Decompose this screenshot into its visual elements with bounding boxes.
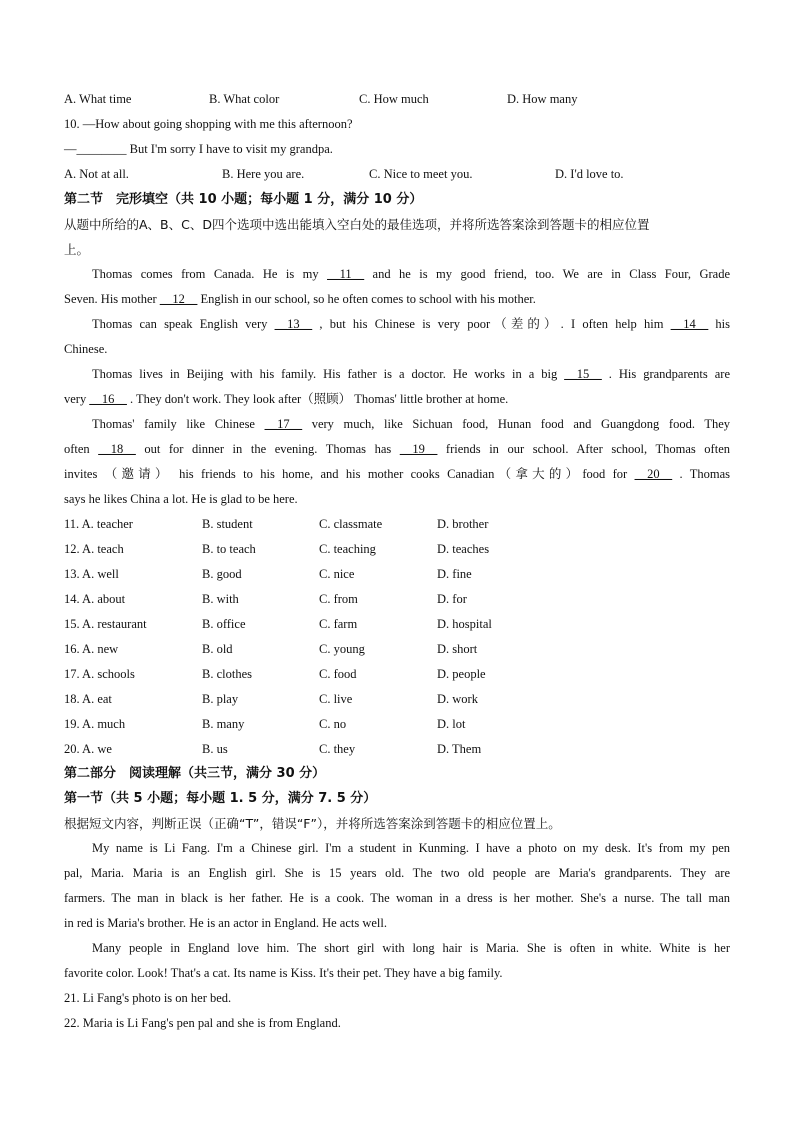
passage-text: , but his Chinese is very poor（差的）. I often help him bbox=[312, 317, 671, 331]
cloze-option-18-a: 18. A. eat bbox=[64, 692, 112, 706]
cloze-option-11-a: 11. A. teacher bbox=[64, 517, 133, 531]
q10-reply-dash: — bbox=[64, 142, 77, 156]
cloze-option-14-b: B. with bbox=[202, 592, 239, 606]
blank-15: __15__ bbox=[564, 367, 602, 381]
cloze-option-20-c: C. they bbox=[319, 742, 356, 756]
question-22: 22. Maria is Li Fang's pen pal and she is from England. bbox=[64, 1016, 341, 1030]
q9-option-b: B. What color bbox=[209, 92, 280, 106]
cloze-option-15-d: D. hospital bbox=[437, 617, 492, 631]
passage-line bbox=[64, 362, 730, 387]
cloze-option-18-b: B. play bbox=[202, 692, 239, 706]
passage-text: very much, like Sichuan food, Hunan food and Guangdong food. They bbox=[302, 417, 731, 431]
cloze-option-15-b: B. office bbox=[202, 617, 246, 631]
passage-line bbox=[64, 312, 730, 337]
cloze-option-17-b: B. clothes bbox=[202, 667, 252, 681]
q10-option-c: C. Nice to meet you. bbox=[369, 167, 473, 181]
cloze-option-20-b: B. us bbox=[202, 742, 228, 756]
cloze-option-15-a: 15. A. restaurant bbox=[64, 617, 147, 631]
blank-14: __14__ bbox=[670, 317, 709, 331]
passage-line bbox=[64, 287, 730, 312]
q9-option-c: C. How much bbox=[359, 92, 429, 106]
cloze-option-16-a: 16. A. new bbox=[64, 642, 119, 656]
part2-instruction: 根据短文内容，判断正误（正确“T”，错误“F”），并将所选答案涂到答题卡的相应位置上。 bbox=[64, 816, 561, 831]
cloze-option-16-d: D. short bbox=[437, 642, 478, 656]
q10-prompt: 10. —How about going shopping with me this afternoon? bbox=[64, 117, 353, 131]
cloze-option-12-c: C. teaching bbox=[319, 542, 376, 556]
q10-reply-text: But I'm sorry I have to visit my grandpa. bbox=[126, 142, 333, 156]
passage-text: Seven. His mother bbox=[64, 292, 160, 306]
blank-19: __19__ bbox=[399, 442, 438, 456]
cloze-option-20-d: D. Them bbox=[437, 742, 482, 756]
cloze-option-15-c: C. farm bbox=[319, 617, 358, 631]
cloze-option-16-c: C. young bbox=[319, 642, 365, 656]
passage-line bbox=[64, 462, 730, 487]
passage-line bbox=[64, 387, 730, 412]
passage-text: . His grandparents are bbox=[601, 367, 731, 381]
passage-text: . They don't work. They look after（照顾） Thomas' little brother at home. bbox=[126, 392, 509, 406]
passage-text: and he is my good friend, too. We are in Class Four, Grade bbox=[364, 267, 730, 281]
cloze-option-18-c: C. live bbox=[319, 692, 353, 706]
cloze-option-18-d: D. work bbox=[437, 692, 478, 706]
cloze-option-20-a: 20. A. we bbox=[64, 742, 112, 756]
cloze-option-14-a: 14. A. about bbox=[64, 592, 126, 606]
passage-text: Thomas' family like Chinese bbox=[92, 417, 265, 431]
question-21: 21. Li Fang's photo is on her bed. bbox=[64, 991, 232, 1005]
q9-option-d: D. How many bbox=[507, 92, 578, 106]
cloze-option-19-c: C. no bbox=[319, 717, 347, 731]
passage-text: Thomas can speak English very bbox=[92, 317, 275, 331]
cloze-option-12-b: B. to teach bbox=[202, 542, 256, 556]
passage-text: Thomas lives in Beijing with his family. His father is a doctor. He works in a big bbox=[92, 367, 565, 381]
passage-line bbox=[64, 412, 730, 437]
reading-line: pal, Maria. Maria is an English girl. She is 15 years old. The two old people are Maria's grandparents. They are bbox=[64, 866, 730, 880]
passage-line bbox=[64, 262, 730, 287]
cloze-option-13-b: B. good bbox=[202, 567, 242, 581]
section2-heading: 第二节 完形填空（共 10 小题；每小题 1 分，满分 10 分） bbox=[64, 192, 423, 207]
section2-instruction: 从题中所给的A、B、C、D四个选项中选出能填入空白处的最佳选项，并将所选答案涂到答题卡的相应位置 bbox=[64, 217, 650, 232]
cloze-option-14-c: C. from bbox=[319, 592, 358, 606]
passage-text: invites （邀请） his friends to his home, and his mother cooks Canadian（拿大的）food for bbox=[64, 467, 635, 481]
passage-text: his bbox=[708, 317, 731, 331]
reading-line: Many people in England love him. The short girl with long hair is Maria. She is often in white. White is her bbox=[92, 941, 730, 955]
q10-option-d: D. I'd love to. bbox=[555, 167, 624, 181]
q10-option-a: A. Not at all. bbox=[64, 167, 129, 181]
cloze-option-19-d: D. lot bbox=[437, 717, 466, 731]
q10-option-b: B. Here you are. bbox=[222, 167, 305, 181]
part2-subheading: 第一节（共 5 小题；每小题 1. 5 分，满分 7. 5 分） bbox=[64, 791, 377, 806]
reading-line: My name is Li Fang. I'm a Chinese girl. I'm a student in Kunming. I have a photo on my desk. It's from my pen bbox=[92, 841, 730, 855]
q9-option-a: A. What time bbox=[64, 92, 132, 106]
cloze-option-19-a: 19. A. much bbox=[64, 717, 126, 731]
blank-13: __13__ bbox=[274, 317, 313, 331]
passage-text: friends in our school. After school, Thomas often bbox=[437, 442, 730, 456]
blank-16: __16__ bbox=[89, 392, 127, 406]
blank-18: __18__ bbox=[98, 442, 136, 456]
cloze-option-11-d: D. brother bbox=[437, 517, 489, 531]
passage-text: English in our school, so he often comes to school with his mother. bbox=[197, 292, 536, 306]
section2-instruction-cont: 上。 bbox=[64, 242, 90, 257]
passage-line: says he likes China a lot. He is glad to be here. bbox=[64, 492, 298, 506]
blank-12: __12__ bbox=[159, 292, 198, 306]
cloze-option-17-a: 17. A. schools bbox=[64, 667, 135, 681]
passage-line bbox=[64, 437, 730, 462]
reading-line: farmers. The man in black is her father. He is a cook. The woman in a dress is her mother. She's a nurse. The tall man bbox=[64, 891, 730, 905]
q10-reply-blank: ________ bbox=[76, 142, 127, 156]
reading-line: favorite color. Look! That's a cat. Its name is Kiss. It's their pet. They have a big family. bbox=[64, 966, 503, 980]
cloze-option-12-d: D. teaches bbox=[437, 542, 490, 556]
blank-20: __20__ bbox=[634, 467, 673, 481]
passage-text: often bbox=[64, 442, 99, 456]
passage-text: out for dinner in the evening. Thomas has bbox=[135, 442, 400, 456]
cloze-option-13-a: 13. A. well bbox=[64, 567, 119, 581]
passage-line: Chinese. bbox=[64, 342, 108, 356]
passage-text: very bbox=[64, 392, 90, 406]
part2-heading: 第二部分 阅读理解（共三节，满分 30 分） bbox=[64, 766, 326, 781]
cloze-option-13-d: D. fine bbox=[437, 567, 472, 581]
cloze-option-17-c: C. food bbox=[319, 667, 357, 681]
blank-17: __17__ bbox=[264, 417, 303, 431]
cloze-option-11-b: B. student bbox=[202, 517, 253, 531]
cloze-option-19-b: B. many bbox=[202, 717, 245, 731]
cloze-option-11-c: C. classmate bbox=[319, 517, 383, 531]
cloze-option-13-c: C. nice bbox=[319, 567, 355, 581]
q10-reply bbox=[64, 137, 730, 162]
cloze-option-16-b: B. old bbox=[202, 642, 233, 656]
blank-11: __11__ bbox=[327, 267, 365, 281]
passage-text: Thomas comes from Canada. He is my bbox=[92, 267, 328, 281]
reading-line: in red is Maria's brother. He is an actor in England. He acts well. bbox=[64, 916, 387, 930]
cloze-option-14-d: D. for bbox=[437, 592, 467, 606]
cloze-option-12-a: 12. A. teach bbox=[64, 542, 124, 556]
cloze-option-17-d: D. people bbox=[437, 667, 486, 681]
passage-text: . Thomas bbox=[672, 467, 731, 481]
